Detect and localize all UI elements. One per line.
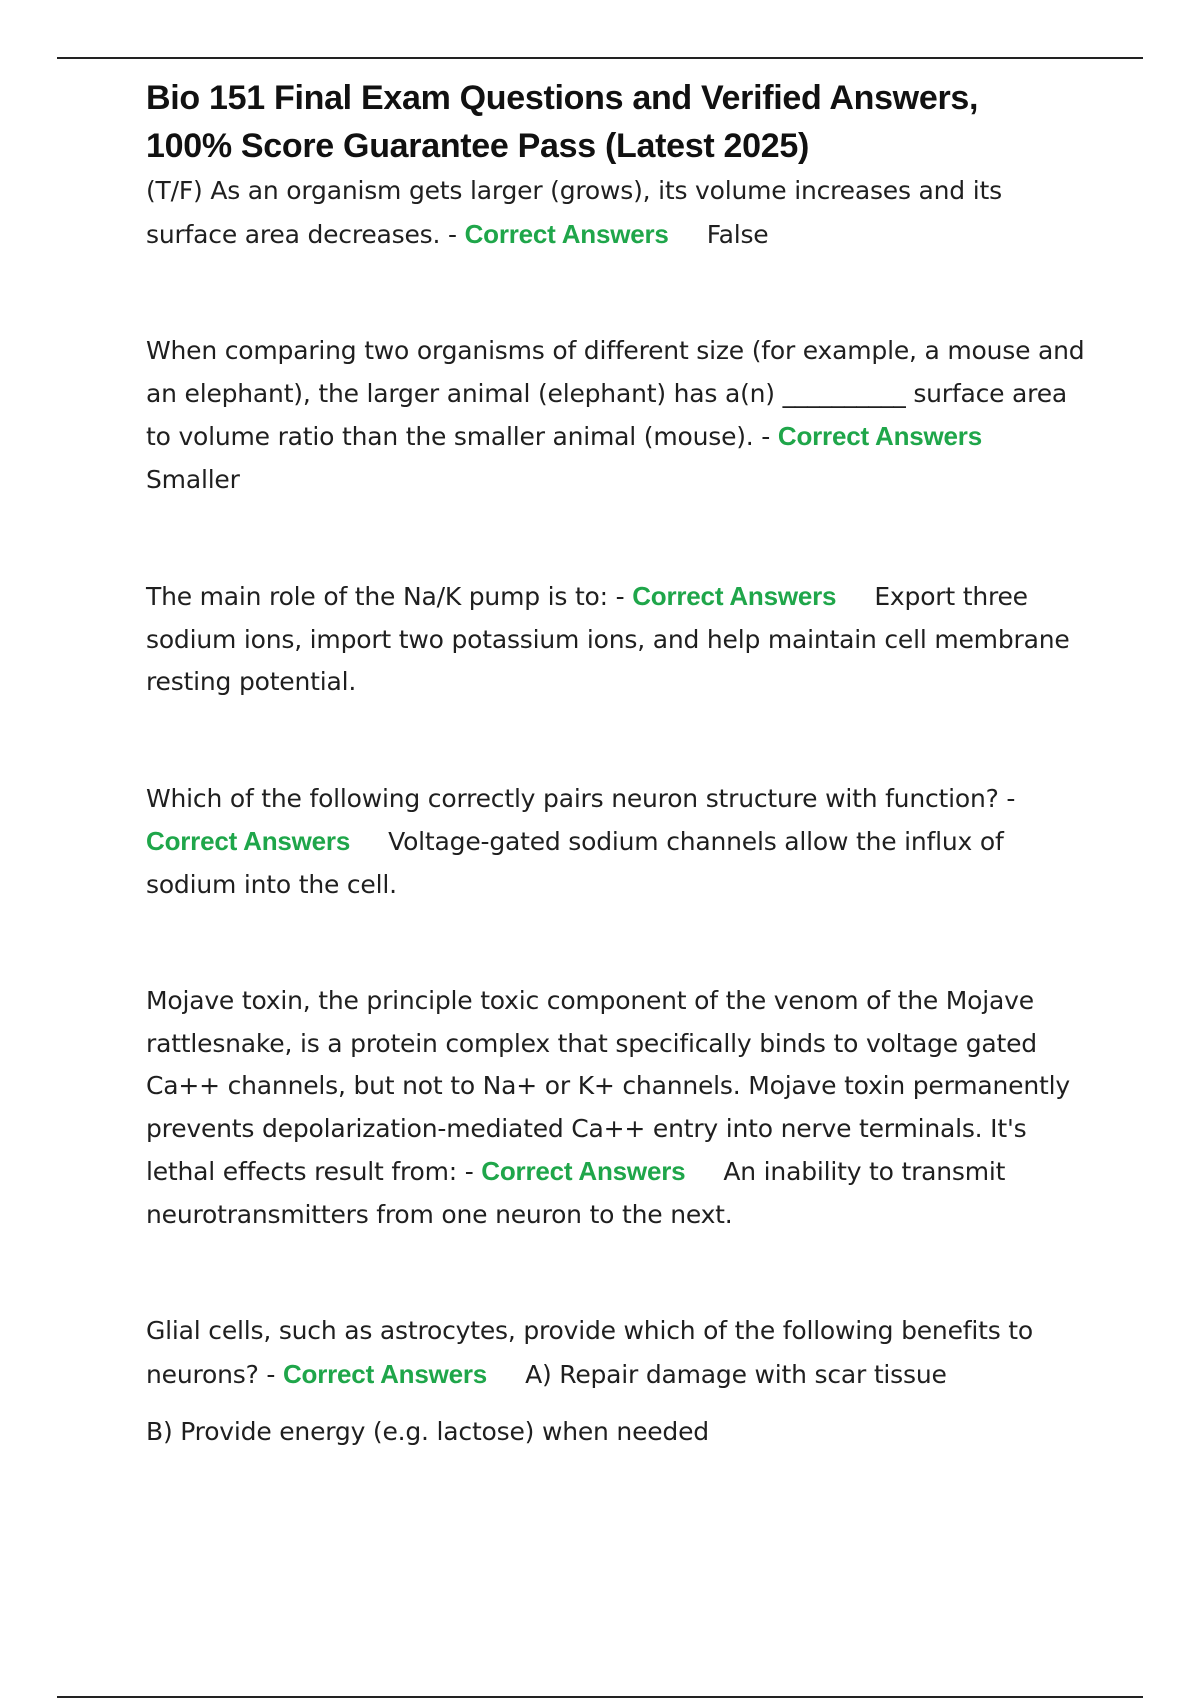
question-text: The main role of the Na/K pump is to: - [146,582,625,611]
top-rule [57,57,1143,59]
qa-item-3 [146,575,1096,704]
correct-answers-label: Correct Answers [481,1156,686,1186]
correct-answers-label: Correct Answers [282,1358,488,1389]
answer-text: A) Repair damage with scar tissue [525,1359,947,1389]
qa-item-4 [146,778,1096,907]
answer-text: Voltage-gated sodium channels allow the influx of sodium into the cell. [146,827,1004,899]
correct-answers-label: Correct Answers [777,421,982,451]
qa-item-1 [146,170,1096,256]
answer-text: Smaller [146,464,240,494]
question-text: When comparing two organisms of different size (for example, a mouse and an elephant), the larger animal (elephant) has a(n) __________ surface area to volume ratio than the smaller animal (mouse). - [146,336,1085,451]
question-text: (T/F) As an organism gets larger (grows), its volume increases and its surface area decreases. - [146,176,1002,249]
question-text: Which of the following correctly pairs neuron structure with function? - [146,783,1016,813]
question-text: Mojave toxin, the principle toxic component of the venom of the Mojave rattlesnake, is a protein complex that specifically binds to voltage gated Ca++ channels, but not to Na+ or K+ channels. Mojave toxin permanently prevents depolarization-mediated Ca++ entry into nerve terminals. It's lethal effects result from: - [146,986,1070,1186]
answer-text: False [706,219,769,249]
document-title [146,74,1096,170]
qa-item-2 [146,330,1096,501]
bottom-rule [57,1696,1143,1698]
qa-item-5 [146,980,1096,1236]
answer-text: Export three sodium ions, import two potassium ions, and help maintain cell membrane resting potential. [146,582,1070,696]
title-line-2: 100% Score Guarantee Pass (Latest 2025) [146,127,809,165]
answer-text: An inability to transmit neurotransmitters from one neuron to the next. [146,1157,1006,1229]
question-text: Glial cells, such as astrocytes, provide which of the following benefits to neurons? - [146,1316,1033,1389]
document-body [146,74,1096,1454]
correct-answers-label: Correct Answers [464,218,669,249]
qa-item-6 [146,1310,1096,1396]
correct-answers-label: Correct Answers [632,581,837,611]
title-line-1: Bio 151 Final Exam Questions and Verified Answers, [146,79,979,117]
answer-continuation: B) Provide energy (e.g. lactose) when needed [146,1417,709,1446]
correct-answers-label: Correct Answers [146,826,351,856]
